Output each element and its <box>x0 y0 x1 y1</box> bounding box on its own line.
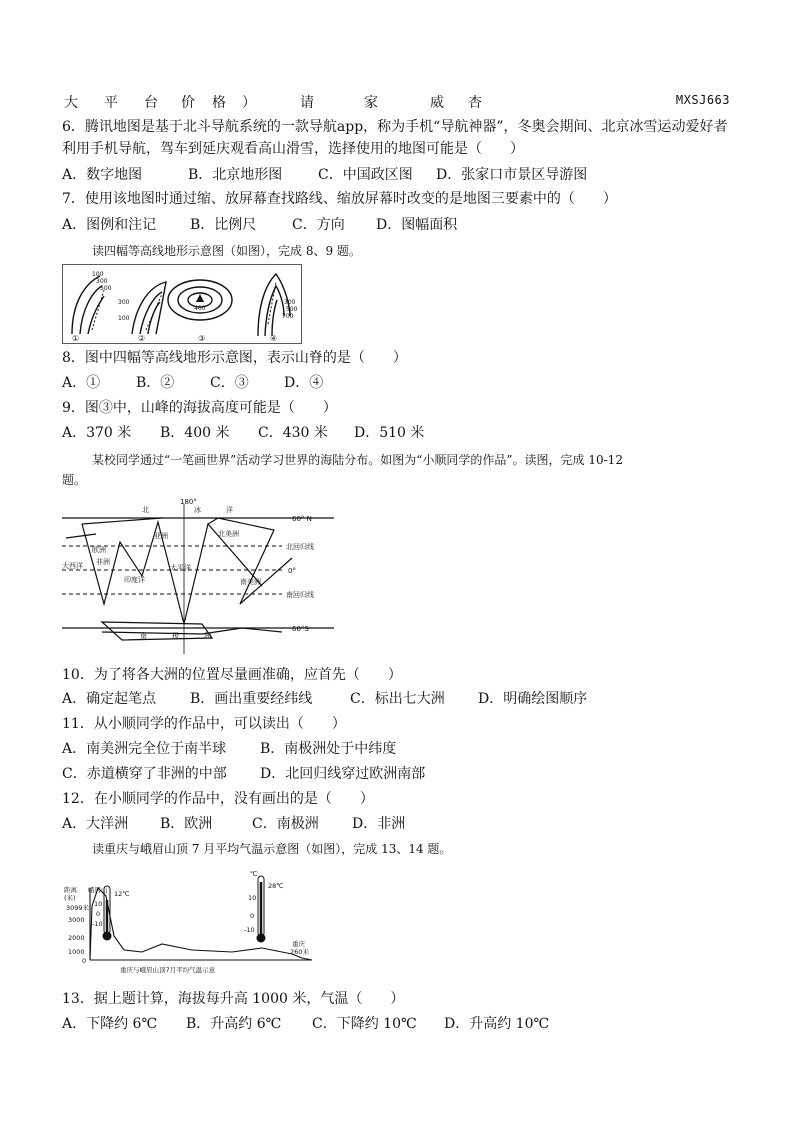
map-label: 0° <box>288 567 296 575</box>
option[interactable]: A．大洋洲 <box>62 816 129 832</box>
option[interactable]: C．430 米 <box>258 425 328 441</box>
page-header <box>64 92 730 110</box>
chart-label: 28℃ <box>268 882 284 890</box>
option[interactable]: B．升高约 6℃ <box>186 1016 282 1032</box>
header-word: 格 <box>212 95 226 111</box>
world-map-figure <box>62 494 334 654</box>
map-label: 冰 <box>194 506 201 514</box>
option[interactable]: B．欧洲 <box>160 816 213 832</box>
option[interactable]: A．确定起笔点 <box>62 691 157 707</box>
header-word: 台 <box>144 95 158 111</box>
map-label: 非洲 <box>96 558 110 566</box>
intro-q10-12-line2: 题。 <box>62 473 87 487</box>
map-label: 60°S <box>292 625 309 633</box>
chart-caption: 重庆与峨眉山顶7月平均气温示意 <box>120 966 216 974</box>
option[interactable]: C．方向 <box>292 217 345 233</box>
option[interactable]: D．明确绘图顺序 <box>478 691 588 707</box>
axis-tick: 3000 <box>68 916 85 924</box>
option[interactable]: B．比例尺 <box>190 217 257 233</box>
q13-stem: 13．据上题计算，海拔每升高 1000 米，气温（ ） <box>62 991 405 1007</box>
axis-tick: 0 <box>82 957 87 965</box>
option[interactable]: D．北回归线穿过欧洲南部 <box>260 766 426 782</box>
contour-label: 100 <box>118 315 130 322</box>
map-label: 亚洲 <box>154 532 168 540</box>
map-label: 北 <box>142 506 149 514</box>
temperature-figure <box>62 866 316 978</box>
contour-label: 400 <box>194 305 206 312</box>
option[interactable]: D．④ <box>284 375 324 391</box>
chart-label: (米) <box>64 894 76 902</box>
map-label: 极 <box>172 632 179 640</box>
header-word: 大 <box>64 95 78 111</box>
q6-stem-line2: 利用手机导航，驾车到延庆观看高山滑雪，选择使用的地图可能是（ ） <box>62 141 524 157</box>
header-word: 家 <box>364 95 378 111</box>
contour-label: 500 <box>286 306 298 313</box>
doc-code: MXSJ663 <box>675 93 730 107</box>
option[interactable]: D．升高约 10℃ <box>444 1016 550 1032</box>
q12-stem: 12．在小顺同学的作品中，没有画出的是（ ） <box>62 791 374 807</box>
contour-figure <box>62 264 302 344</box>
header-word: 请 <box>300 95 314 111</box>
header-word: 威 <box>430 95 444 111</box>
intro-q8-9: 读四幅等高线地形示意图（如图），完成 8、9 题。 <box>92 244 361 258</box>
map-label: 印度洋 <box>124 576 145 584</box>
option[interactable]: A．数字地图 <box>62 167 143 183</box>
option[interactable]: A．下降约 6℃ <box>62 1016 158 1032</box>
chart-label: -10 <box>92 920 103 928</box>
contour-label: 300 <box>96 278 108 285</box>
header-word: 价 <box>181 95 195 111</box>
header-word: 杏 <box>468 95 482 111</box>
option[interactable]: B．北京地形图 <box>188 167 283 183</box>
figure-number: ④ <box>270 334 278 343</box>
axis-tick: 2000 <box>68 934 85 942</box>
chart-label: 重庆 <box>292 940 305 948</box>
q7-stem: 7．使用该地图时通过缩、放屏幕查找路线、缩放屏幕时改变的是地图三要素中的（ ） <box>62 191 617 207</box>
chart-label: 10 <box>248 894 257 902</box>
q8-stem: 8．图中四幅等高线地形示意图，表示山脊的是（ ） <box>62 350 407 366</box>
intro-q10-12-line1: 某校同学通过“一笔画世界”活动学习世界的海陆分布。如图为“小顺同学的作品”。读图，完成 10-12 <box>92 453 623 467</box>
option[interactable]: D．张家口市景区导游图 <box>436 167 588 183</box>
option[interactable]: C．下降约 10℃ <box>312 1016 417 1032</box>
chart-label: 0 <box>96 910 101 918</box>
chart-label: ℃ <box>250 870 258 878</box>
option[interactable]: B．南极洲处于中纬度 <box>260 741 397 757</box>
chart-label: 12℃ <box>114 890 130 898</box>
q9-stem: 9．图③中，山峰的海拔高度可能是（ ） <box>62 400 337 416</box>
chart-label: 距离 <box>64 886 77 894</box>
q6-stem-line1: 6．腾讯地图是基于北斗导航系统的一款导航app，称为手机“导航神器”，冬奥会期间、北京冰雪运动爱好者 <box>62 119 728 135</box>
option[interactable]: C．南极洲 <box>252 816 319 832</box>
map-label: 南 <box>140 632 147 640</box>
header-word: 平 <box>104 95 118 111</box>
chart-label: 峨眉山 <box>88 886 108 894</box>
axis-tick: 1000 <box>68 948 85 956</box>
q10-stem: 10．为了将各大洲的位置尽量画准确，应首先（ ） <box>62 667 402 683</box>
chart-label: 260米 <box>290 948 309 956</box>
chart-label: 0 <box>250 912 255 920</box>
map-label: 大西洋 <box>62 562 83 570</box>
option[interactable]: C．赤道横穿了非洲的中部 <box>62 766 227 782</box>
option[interactable]: D．非洲 <box>352 816 406 832</box>
map-label: 南美洲 <box>240 578 261 586</box>
figure-number: ② <box>138 334 146 343</box>
q11-stem: 11．从小顺同学的作品中，可以读出（ ） <box>62 716 346 732</box>
map-label: 太平洋 <box>170 564 191 572</box>
option[interactable]: A．① <box>62 375 101 391</box>
map-label: 60° N <box>292 515 312 523</box>
option[interactable]: A．370 米 <box>62 425 132 441</box>
contour-label: 300 <box>118 299 130 306</box>
option[interactable]: A．南美洲完全位于南半球 <box>62 741 227 757</box>
option[interactable]: D．510 米 <box>354 425 425 441</box>
map-label: 北美洲 <box>218 530 239 538</box>
option[interactable]: D．图幅面积 <box>376 217 458 233</box>
option[interactable]: B．400 米 <box>160 425 230 441</box>
option[interactable]: B．画出重要经纬线 <box>190 691 313 707</box>
chart-label: 3099米 <box>66 904 90 912</box>
map-label: 洲 <box>204 632 211 640</box>
map-label: 欧洲 <box>92 546 106 554</box>
contour-label: 700 <box>282 313 294 320</box>
chart-label: -10 <box>244 926 255 934</box>
option[interactable]: C．中国政区图 <box>318 167 413 183</box>
contour-label: 300 <box>284 299 296 306</box>
map-label: 180° <box>180 498 197 506</box>
option[interactable]: A．图例和注记 <box>62 217 157 233</box>
contour-label: 100 <box>92 271 104 278</box>
header-word: ） <box>242 95 256 111</box>
map-label: 南回归线 <box>286 591 314 599</box>
map-label: 洋 <box>226 506 233 514</box>
option[interactable]: B．② <box>136 375 175 391</box>
map-label: 北回归线 <box>286 543 314 551</box>
figure-number: ③ <box>198 334 206 343</box>
option[interactable]: C．③ <box>210 375 249 391</box>
intro-q13-14: 读重庆与峨眉山顶 7 月平均气温示意图（如图），完成 13、14 题。 <box>92 842 452 856</box>
option[interactable]: C．标出七大洲 <box>350 691 445 707</box>
contour-label: 500 <box>100 285 112 292</box>
chart-label: 10 <box>94 900 103 908</box>
figure-number: ① <box>72 334 80 343</box>
